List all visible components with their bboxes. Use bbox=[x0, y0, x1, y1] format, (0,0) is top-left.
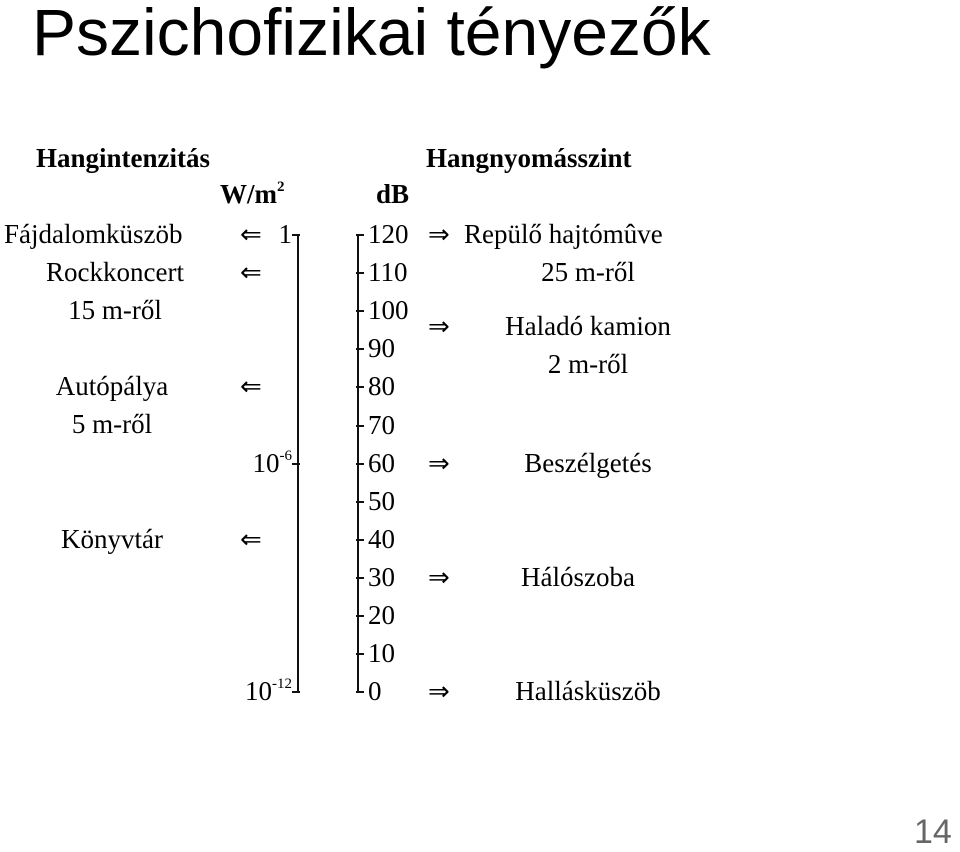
db-tick-mark bbox=[356, 577, 364, 579]
intensity-tick-base: 10 bbox=[252, 447, 280, 478]
right-arrow-icon: ⇒ bbox=[428, 220, 450, 250]
right-source-label: 2 m-ről bbox=[547, 349, 629, 380]
left-source-label: Rockkoncert bbox=[46, 257, 184, 288]
db-tick-label: 40 bbox=[368, 523, 395, 554]
right-source-label: Repülő hajtómûve bbox=[464, 219, 663, 249]
left-arrow-icon: ⇐ bbox=[240, 524, 262, 555]
db-tick-mark bbox=[356, 310, 364, 312]
db-tick-label: 10 bbox=[368, 638, 395, 669]
db-tick-label: 70 bbox=[368, 409, 395, 440]
intensity-tick-mark bbox=[292, 691, 300, 693]
intensity-tick-base: 1 bbox=[278, 219, 292, 249]
db-tick-label: 90 bbox=[368, 333, 395, 364]
left-source-label: 15 m-ről bbox=[68, 295, 162, 326]
right-source-label: Haladó kamion bbox=[505, 311, 671, 342]
intensity-unit-exponent: 2 bbox=[277, 179, 285, 195]
intensity-header: Hangintenzitás bbox=[36, 143, 211, 173]
db-tick-label: 80 bbox=[368, 371, 395, 402]
left-arrow-icon: ⇐ bbox=[240, 220, 262, 250]
right-arrow-icon: ⇒ bbox=[428, 312, 450, 343]
db-tick-mark bbox=[356, 615, 364, 617]
intensity-tick-label bbox=[253, 447, 293, 479]
right-source-label: Beszélgetés bbox=[524, 447, 652, 478]
intensity-tick-base: 10 bbox=[245, 676, 272, 707]
intensity-tick-exponent: -6 bbox=[279, 447, 292, 464]
right-arrow-icon: ⇒ bbox=[428, 562, 450, 593]
db-tick-mark bbox=[356, 501, 364, 503]
db-unit: dB bbox=[376, 179, 410, 209]
intensity-unit bbox=[220, 178, 285, 210]
db-tick-mark bbox=[356, 386, 364, 388]
intensity-unit-base: W/m bbox=[220, 179, 277, 209]
db-tick-label: 110 bbox=[368, 257, 408, 288]
right-source-label: 25 m-ről bbox=[541, 257, 635, 287]
intensity-tick-label bbox=[279, 218, 293, 250]
db-tick-label: 30 bbox=[368, 561, 395, 592]
left-source-label: Autópálya bbox=[55, 371, 169, 402]
left-arrow-icon: ⇐ bbox=[240, 372, 262, 403]
db-tick-mark bbox=[356, 348, 364, 350]
page-number: 14 bbox=[914, 813, 952, 851]
db-tick-label: 0 bbox=[368, 676, 382, 707]
left-source-label: Könyvtár bbox=[61, 523, 163, 554]
db-tick-label: 60 bbox=[368, 447, 395, 478]
db-tick-mark bbox=[356, 691, 364, 693]
db-tick-mark bbox=[356, 425, 364, 427]
intensity-tick-mark bbox=[292, 463, 300, 465]
right-source-label: Hálószoba bbox=[521, 561, 635, 592]
right-arrow-icon: ⇒ bbox=[428, 448, 450, 479]
db-tick-label: 20 bbox=[368, 600, 395, 630]
db-tick-label: 120 bbox=[368, 219, 409, 249]
intensity-tick-exponent: -12 bbox=[272, 676, 292, 693]
right-source-label: Hallásküszöb bbox=[515, 676, 661, 707]
db-tick-mark bbox=[356, 539, 364, 541]
db-tick-label: 50 bbox=[368, 485, 395, 516]
db-tick-mark bbox=[356, 234, 364, 236]
db-tick-mark bbox=[356, 272, 364, 274]
intensity-tick-mark bbox=[292, 234, 300, 236]
slide-title: Pszichofizikai tényezők bbox=[32, 0, 711, 69]
intensity-tick-label bbox=[245, 675, 292, 707]
pressure-level-header: Hangnyomásszint bbox=[426, 143, 632, 173]
left-source-label: 5 m-ről bbox=[71, 409, 153, 440]
db-tick-mark bbox=[356, 463, 364, 465]
left-source-label: Fájdalomküszöb bbox=[4, 219, 183, 249]
db-tick-mark bbox=[356, 653, 364, 655]
db-tick-label: 100 bbox=[368, 295, 409, 326]
right-arrow-icon: ⇒ bbox=[428, 677, 450, 708]
left-arrow-icon: ⇐ bbox=[240, 258, 262, 289]
